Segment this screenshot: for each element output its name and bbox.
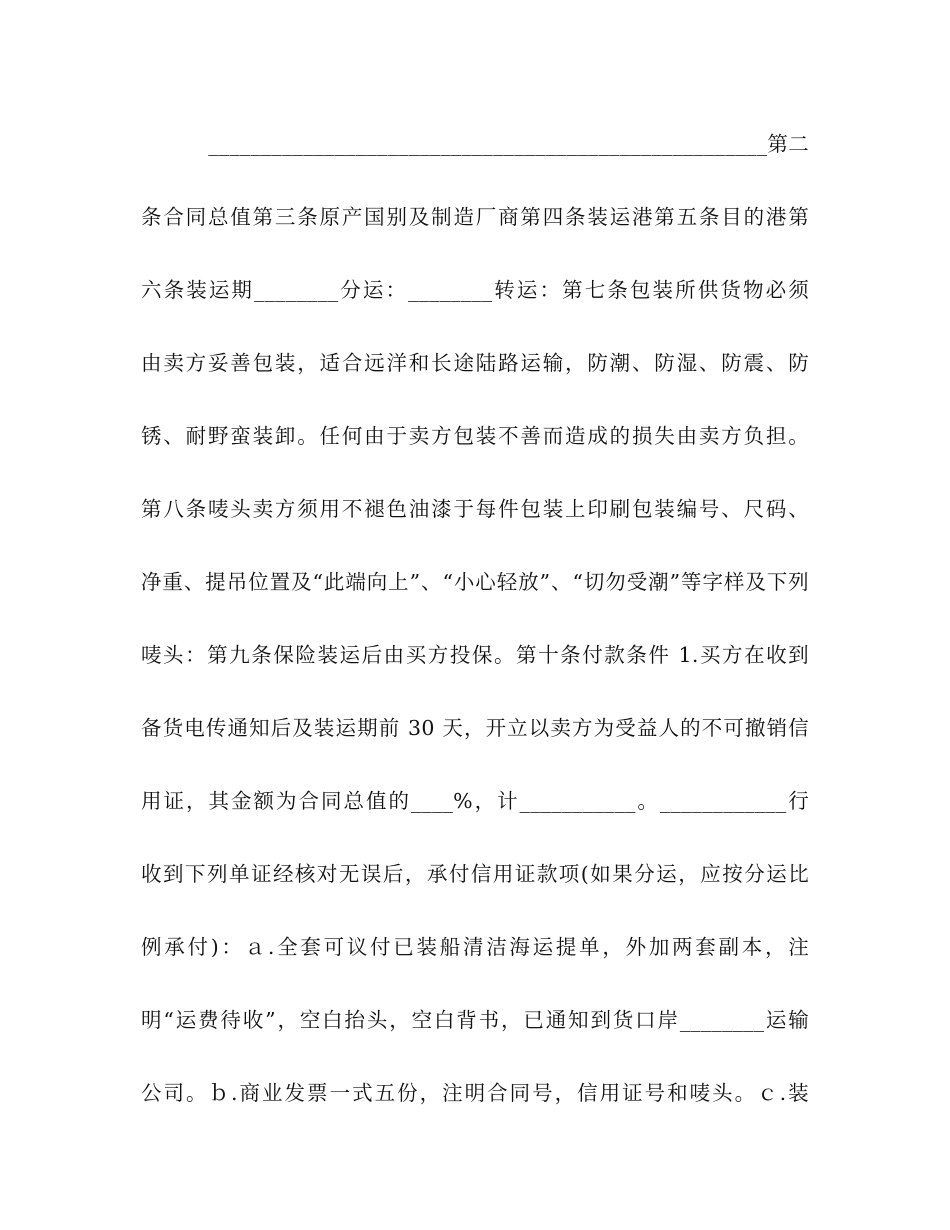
text-line-12: 例承付)：ａ.全套可议付已装船清洁海运提单，外加两套副本，注 (141, 935, 809, 959)
text-line-14: 公司。ｂ.商业发票一式五份，注明合同号，信用证号和唛头。ｃ.装 (141, 1081, 809, 1105)
text-line-6: 第八条唛头卖方须用不褪色油漆于每件包装上印刷包装编号、尺码、 (141, 497, 809, 521)
text-line-8: 唛头：第九条保险装运后由买方投保。第十条付款条件 1.买方在收到 (141, 643, 809, 667)
text-line-2: 条合同总值第三条原产国别及制造厂商第四条装运港第五条目的港第 (141, 205, 809, 229)
contract-body-text (141, 124, 809, 1146)
text-line-3: 六条装运期________分运：________转运：第七条包装所供货物必须 (141, 278, 809, 302)
text-line-9: 备货电传通知后及装运期前 30 天，开立以卖方为受益人的不可撤销信 (141, 716, 809, 740)
text-line-10: 用证，其金额为合同总值的____%，计___________。____________行 (141, 789, 809, 813)
text-line-7: 净重、提吊位置及“此端向上”、“小心轻放”、“切勿受潮”等字样及下列 (141, 570, 809, 594)
text-line-13: 明“运费待收”，空白抬头，空白背书，已通知到货口岸________运输 (141, 1008, 809, 1032)
text-line-5: 锈、耐野蛮装卸。任何由于卖方包装不善而造成的损失由卖方负担。 (141, 424, 809, 448)
text-line-4: 由卖方妥善包装，适合远洋和长途陆路运输，防潮、防湿、防震、防 (141, 351, 809, 375)
text-line-1: _____________________________________________________第二 (208, 132, 809, 156)
text-line-11: 收到下列单证经核对无误后，承付信用证款项(如果分运，应按分运比 (141, 862, 809, 886)
